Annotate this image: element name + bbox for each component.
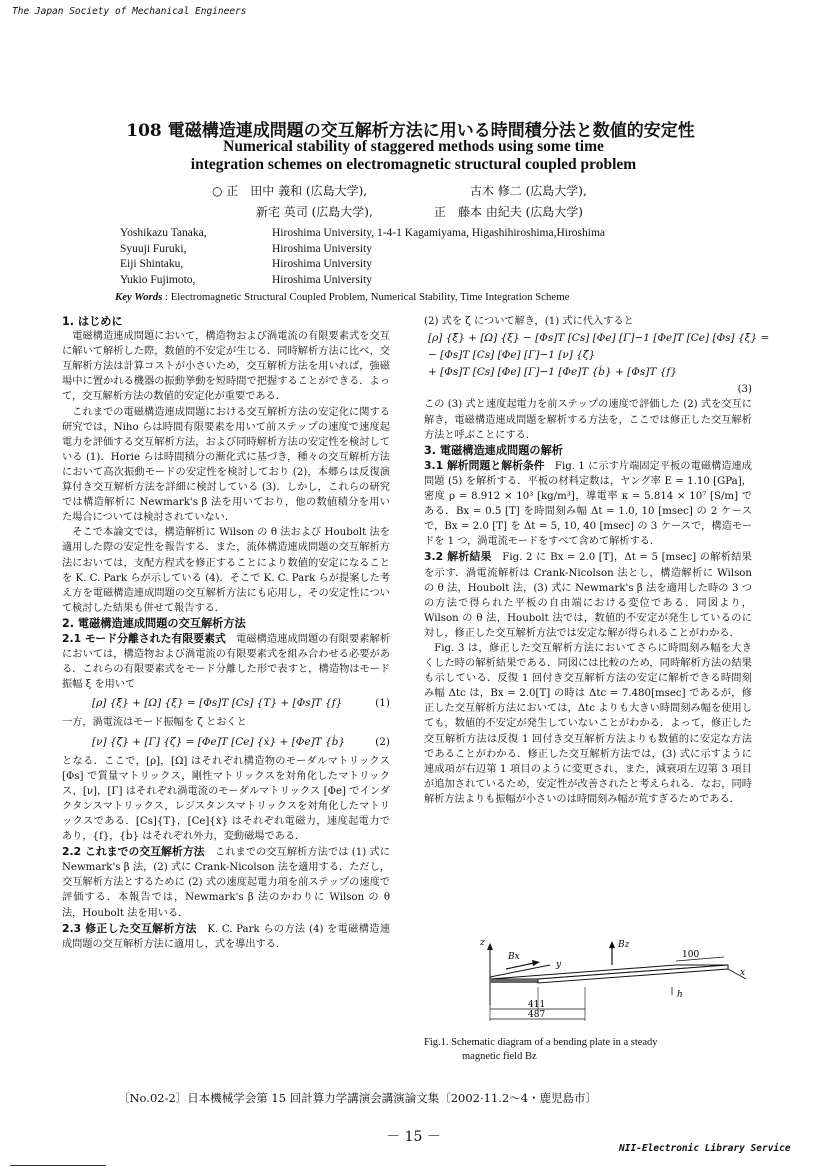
society-header: The Japan Society of Mechanical Engineers (12, 6, 247, 17)
affil-name-3: Eiji Shintaku, (120, 258, 184, 270)
paragraph: (2) 式を ζ について解き，(1) 式に代入すると (424, 316, 634, 327)
equation-2-body: [ν] {ζ̇} + [Γ] {ζ} = [Φe]T [Ce] {ẋ} + [Φe]T {ḃ} (92, 735, 346, 748)
bz-label: Bz (618, 940, 630, 950)
paragraph: となる．ここで，[ρ]，[Ω] はそれぞれ構造物のモーダルマトリックス [Φs] で質量マトリックス，剛性マトリックスを対角化したマトリックス，[ν]，[Γ] はそれぞれ渦電流のモーダルマトリックス [Φe] でインダクタンスマトリックス，レジスタンスマトリックスを対角化したマトリックスである．[Cs]{T}，[Ce]{ẋ} はそれぞれ電磁力，速度起電力であり，{f}，{ḃ} はそれぞれ外力，変動磁場である． (62, 755, 390, 843)
paragraph (62, 844, 390, 920)
h-label: h (677, 990, 683, 1000)
paragraph (424, 458, 752, 550)
affiliation-orgs (272, 226, 605, 288)
author-jp-3: 新宅 英司 (広島大学), (256, 205, 373, 219)
paragraph-text: これまでの交互解析方法では (1) 式に Newmark's β 法，(2) 式に Crank-Nicolson 法を適用する．ただし，交互解析方法とするために (2) 式の速度起電力項を前ステップの速度で評価する．本報告では，Newmark's β 法のかわりに Wilson の θ 法，Houbolt 法を用いる． (62, 847, 391, 919)
figure-caption-line2: magnetic field Bz (462, 1051, 537, 1062)
title-en-line2: integration schemes on electromagnetic structural coupled problem (190, 155, 637, 173)
bz-arrow-icon (609, 941, 615, 948)
paragraph: 一方，渦電流はモード振幅を ζ とおくと (62, 717, 247, 729)
affil-name-2: Syuuji Furuki, (120, 242, 187, 255)
equation-2-number: (2) (375, 735, 390, 748)
paragraph: 電磁構造連成問題において，構造物および渦電流の有限要素式を交互に解いて解析した際，数値的不安定が生じる．同時解析方法に比べ，交互解析方法は計算コストが小さいため，交互解析方法を用いれば，強磁場中に置かれる機器の振動挙動を短時間で把握することができる．よって，交互解析方法の数値的安定化が重要である． (62, 331, 390, 403)
paragraph: Fig. 3 は，修正した交互解析方法においてさらに時間刻み幅を大きくした時の解析結果である．同図には比較のため，同時解析方法の結果も示している．反復 1 回付き交互解析方法の安定に解析できる時間刻み幅 Δtc は，Bx = 2.0[T] の時は Δtc = 7.480[msec] であるが，修正した交互解析方法においては，Δtc よりも大きい時間刻み幅を使用しても，数値的不安定が発生していないことがわかる．よって，修正した交互解析方法は反復 1 回付き交互解析方法よりも数値的に安定な方法であることがわかる．修正した交互解析方法では，(3) 式に示すように連成項が右辺第 1 項目のように変更され，また，減衰項左辺第 3 項目が追加されているため，安定性が改善されたと考えられる．なお，同時解析方法よりも振幅が小さいのは時間刻み幅が荒すぎるためである． (424, 642, 752, 805)
paragraph: この (3) 式と速度起電力を前ステップの速度で評価した (2) 式を交互に解き，電磁構造連成問題を解析する方法を，ここでは修正した交互解析方法と呼ぶことにする． (424, 399, 752, 441)
equation-1 (62, 696, 390, 711)
section-2-2-heading: 2.2 これまでの交互解析方法 (62, 845, 205, 859)
section-2-3-heading: 2.3 修正した交互解析方法 (62, 921, 197, 935)
section-2-1-heading: 2.1 モード分離された有限要素式 (62, 631, 226, 645)
page-number: － 15 － (386, 1129, 441, 1145)
paper-title-jp: 電磁構造連成問題の交互解析方法に用いる時間積分法と数値的安定性 (167, 121, 695, 141)
affiliation-names (120, 226, 207, 288)
conference-info: 〔No.02-2〕日本機械学会第 15 回計算力学講演会講演論文集〔2002·11.2～4・鹿児島市〕 (118, 1091, 598, 1105)
section-3-heading: 3. 電磁構造連成問題の解析 (424, 443, 563, 457)
paragraph (62, 921, 390, 952)
paragraph: これまでの電磁構造連成問題における交互解析方法の安定化に関する研究では，Niho らは時間有限要素を用いて前ステップの速度で速度起電力を評価する交互解析方法，および同時解析方法の安定性を検討している (1)．Horie らは時間積分の漸化式に基づき，種々の交互解析方法において高次振動モードの安定性を検討しており (2)，本郷らは反復演算付き交互解析方法を詳細に検討している (3)．しかし，これらの研究では構造解析に Newmark's β 法を用いており，他の数値積分を用いた場合については検討されていない． (62, 406, 390, 524)
paragraph: そこで本論文では，構造解析に Wilson の θ 法および Houbolt 法を適用した際の安定性を報告する．また，流体構造連成問題の交互解析方法においては，支配方程式を修正することにより数値的安定になることを K. C. Park らが示している (4)．そこで K. C. Park らが提案した考え方を電磁構造連成問題の交互解析方法にも応用し，その安定性について検討した結果も併せて報告する． (62, 527, 390, 614)
author-jp-4: 正 藤本 由紀夫 (広島大学) (434, 205, 583, 219)
z-axis-arrow-icon (487, 943, 493, 950)
dim-487-label: 487 (528, 1010, 546, 1020)
title-en-line1: Numerical stability of staggered methods using some time (223, 138, 604, 155)
affil-org-2: Hiroshima University (272, 242, 372, 255)
affil-org-1: Hiroshima University, 1-4-1 Kagamiyama, Higashihiroshima,Hiroshima (272, 227, 606, 239)
equation-3-line-2: − [Φs]T [Cs] [Φe] [Γ]−1 [ν] {ζ̇} (428, 349, 596, 362)
paragraph (424, 549, 752, 641)
right-column (424, 314, 770, 807)
keywords-label: Key Words (115, 291, 163, 303)
bx-label: Bx (508, 952, 520, 962)
author-jp-2: 古木 修二 (広島大学), (470, 184, 587, 198)
clamped-end (490, 979, 538, 983)
figure-1-diagram (470, 935, 750, 1033)
paragraph-text: 電磁構造連成問題の有限要素解析においては，構造物および渦電流の有限要素式を組み合わせる必要がある．これらの有限要素式をモード分離した形で表すと，構造物はモード振幅 ξ を用いて (62, 633, 391, 691)
keywords (115, 291, 569, 303)
bottom-rule (10, 1165, 106, 1166)
bx-field-arrow (506, 963, 534, 969)
dim-411-label: 411 (528, 1000, 546, 1010)
equation-1-number: (1) (375, 697, 390, 710)
paper-number: 108 (126, 121, 162, 141)
affil-name-1: Yoshikazu Tanaka, (120, 227, 207, 239)
figure-1-caption (424, 1036, 754, 1064)
left-column (62, 314, 390, 952)
keywords-text: : Electromagnetic Structural Coupled Problem, Numerical Stability, Time Integration Scheme (165, 291, 570, 303)
section-2-heading: 2. 電磁構造連成問題の交互解析方法 (62, 616, 246, 630)
affil-org-4: Hiroshima University (272, 273, 372, 286)
equation-2 (62, 735, 390, 750)
equation-3-number: (3) (737, 384, 752, 396)
paper-title-en (0, 138, 827, 173)
equation-3-line-3: + [Φs]T [Cs] [Φe] [Γ]−1 [Φe]T {ḃ} + [Φs]T {f} (428, 366, 677, 379)
section-3-1-heading: 3.1 解析問題と解析条件 (424, 458, 545, 472)
dim-100-label: 100 (682, 950, 700, 960)
equation-1-body: [ρ] {ξ̈} + [Ω] {ξ} = [Φs]T [Cs] {T} + [Φs]T {f} (92, 697, 343, 710)
paragraph-text: Fig. 1 に示す片端固定平板の電磁構造連成問題 (5) を解析する．平板の材料定数は，ヤング率 E = 1.10 [GPa]，密度 ρ = 8.912 × 10³ [kg/m³]，導電率 κ = 5.814 × 10⁷ [S/m] である．Bx = 0.5 [T] を時間刻み幅 Δt = 1.0, 10 [msec] の 2 ケースで，Bx = 2.0 [T] を Δt = 5, 10, 40 [msec] の 3 ケースで，構造モードを 1 つ，渦電流モードをすべて含めて解析する． (424, 460, 752, 548)
paragraph (62, 631, 390, 692)
section-3-2-heading: 3.2 解析結果 (424, 550, 492, 564)
paragraph-text: K. C. Park らの方法 (4) を電磁構造連成問題の交互解析方法に適用し，式を導出する． (62, 923, 391, 950)
x-axis-label: x (740, 968, 746, 978)
author-jp-1: ○ 正 田中 義和 (広島大学), (212, 184, 368, 198)
y-axis-label: y (556, 960, 562, 970)
figure-caption-line1: Fig.1. Schematic diagram of a bending plate in a steady (424, 1037, 658, 1048)
affil-name-4: Yukio Fujimoto, (120, 273, 196, 286)
affil-org-3: Hiroshima University (272, 258, 372, 270)
z-axis-label: z (480, 938, 485, 948)
bx-arrow-icon (532, 960, 540, 966)
library-service-footer: NII-Electronic Library Service (619, 1143, 791, 1154)
paragraph-text: Fig. 2 に Bx = 2.0 [T]，Δt = 5 [msec] の解析結果を示す．渦電流解析は Crank-Nicolson 法とし，構造解析に Wilson の θ 法，Houbolt 法，(3) 式に Newmark's β 法を適用した時の 3 つの方法で得られた平板の自由端における変位である．同図より，Wilson の θ 法，Houbolt 法では，数値的不安定が発生しているのに対し，修正した交互解析方法では安定な解が得られることがわかる． (424, 552, 752, 639)
equation-3-line-1: [ρ] {ξ̈} + [Ω] {ξ} − [Φs]T [Cs] [Φe] [Γ]−1 [Φe]T [Ce] [Φs] {ξ̇} = (428, 332, 770, 345)
section-1-heading: 1. はじめに (62, 315, 123, 328)
